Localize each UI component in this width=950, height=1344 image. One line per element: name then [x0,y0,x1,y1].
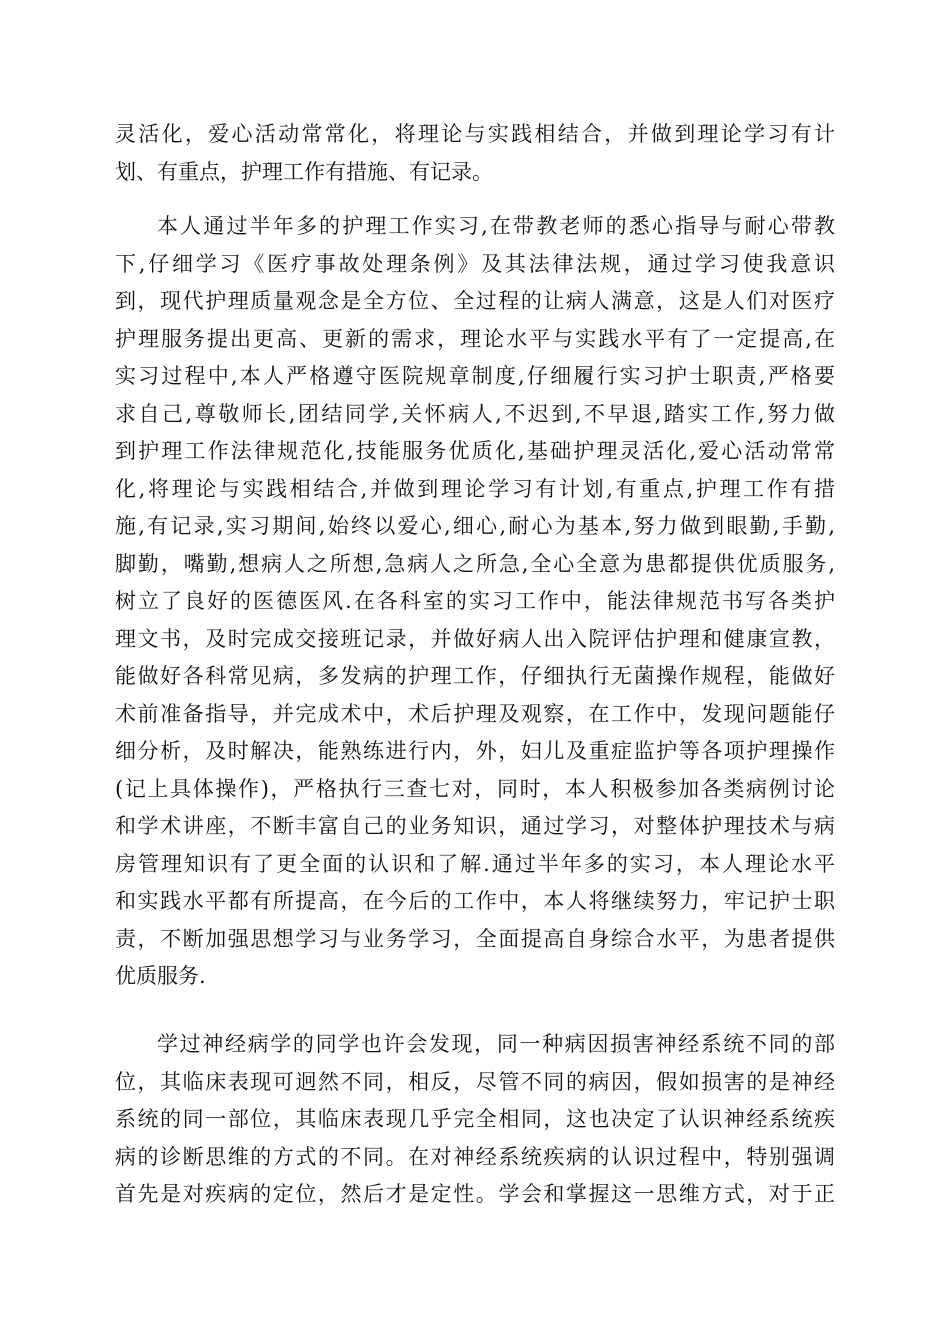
paragraph-line: 下,仔细学习《医疗事故处理条例》及其法律法规，通过学习使我意识 [115,251,835,276]
paragraph-line: 病的诊断思维的方式的不同。在对神经系统疾病的认识过程中，特别强调 [115,1144,835,1169]
paragraph-line: 首先是对疾病的定位，然后才是定性。学会和掌握这一思维方式，对于正 [115,1182,835,1206]
paragraph-line: 和学术讲座，不断丰富自己的业务知识，通过学习，对整体护理技术与病 [115,814,835,838]
paragraph-line: 本人通过半年多的护理工作实习,在带教老师的悉心指导与耐心带教 [157,214,835,238]
paragraph-line: 和实践水平都有所提高，在今后的工作中，本人将继续努力，牢记护士职 [115,889,835,913]
paragraph-line: 学过神经病学的同学也许会发现，同一种病因损害神经系统不同的部 [157,1032,835,1056]
paragraph-line: 术前准备指导，并完成术中，术后护理及观察，在工作中，发现问题能仔 [115,701,835,726]
paragraph-3 [115,1026,835,1214]
paragraph-line: 划、有重点，护理工作有措施、有记录。 [115,159,493,184]
paragraph-line: 树立了良好的医德医风.在各科室的实习工作中，能法律规范书写各类护 [115,589,835,613]
paragraph-line: 位，其临床表现可迥然不同，相反，尽管不同的病因，假如损害的是神经 [115,1069,835,1094]
paragraph-line: 施,有记录,实习期间,始终以爱心,细心,耐心为基本,努力做到眼勤,手勤, [115,514,835,538]
paragraph-line: 化,将理论与实践相结合,并做到理论学习有计划,有重点,护理工作有措 [115,476,835,501]
paragraph-2 [115,208,835,996]
paragraph-line: 系统的同一部位，其临床表现几乎完全相同，这也决定了认识神经系统疾 [115,1107,835,1131]
paragraph-line: 责，不断加强思想学习与业务学习，全面提高自身综合水平，为患者提供 [115,926,835,951]
paragraph-line: 细分析，及时解决，能熟练进行内，外，妇儿及重症监护等各项护理操作 [115,739,835,763]
paragraph-line: 求自己,尊敬师长,团结同学,关怀病人,不迟到,不早退,踏实工作,努力做 [115,401,835,426]
paragraph-1 [115,116,835,191]
paragraph-line: 能做好各科常见病，多发病的护理工作，仔细执行无菌操作规程，能做好 [115,664,835,688]
paragraph-line: 脚勤，嘴勤,想病人之所想,急病人之所急,全心全意为患都提供优质服务, [115,551,835,576]
paragraph-line: 护理服务提出更高、更新的需求，理论水平与实践水平有了一定提高,在 [115,326,835,351]
paragraph-line: 灵活化，爱心活动常常化，将理论与实践相结合，并做到理论学习有计 [115,122,835,146]
paragraph-line: 优质服务. [115,964,206,988]
paragraph-line: 实习过程中,本人严格遵守医院规章制度,仔细履行实习护士职责,严格要 [115,364,835,388]
paragraph-line: 理文书，及时完成交接班记录，并做好病人出入院评估护理和健康宣教， [115,626,835,651]
paragraph-line: 到护理工作法律规范化,技能服务优质化,基础护理灵活化,爱心活动常常 [115,439,835,463]
paragraph-line: (记上具体操作)，严格执行三查七对，同时，本人积极参加各类病例讨论 [115,776,835,801]
paragraph-line: 到，现代护理质量观念是全方位、全过程的让病人满意，这是人们对医疗 [115,289,835,313]
paragraph-line: 房管理知识有了更全面的认识和了解.通过半年多的实习，本人理论水平 [115,851,835,876]
